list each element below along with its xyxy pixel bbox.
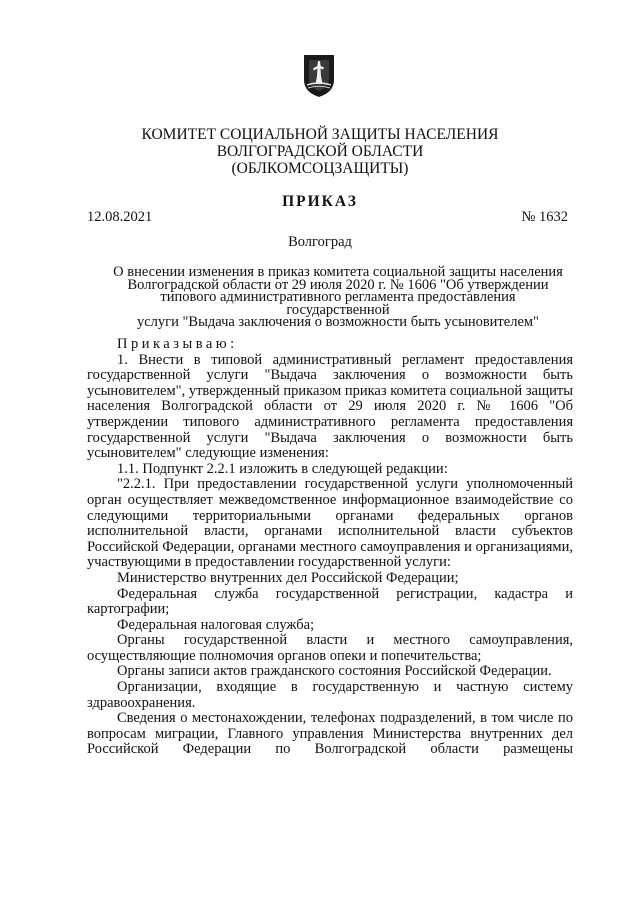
organization-name xyxy=(0,126,640,177)
subject-line: О внесении изменения в приказ комитета социальной защиты населения xyxy=(113,264,563,280)
paragraph: Организации, входящие в государственную и частную систему здравоохранения. xyxy=(87,679,573,711)
organization-region-line: ВОЛГОГРАДСКОЙ ОБЛАСТИ xyxy=(216,143,424,160)
paragraph: Сведения о местонахождении, телефонах подразделений, в том числе по вопросам миграции, Главного управления Министерства внутренних дел Российской Федерации по Волгоградской области размещены xyxy=(87,710,573,758)
organization-name-line: КОМИТЕТ СОЦИАЛЬНОЙ ЗАЩИТЫ НАСЕЛЕНИЯ xyxy=(141,126,499,143)
paragraph: Органы государственной власти и местного самоуправления, осуществляющие полномочия органов опеки и попечительства; xyxy=(87,632,573,664)
directive-heading: Приказываю: xyxy=(117,336,238,352)
organization-abbreviation-line: (ОБЛКОМСОЦЗАЩИТЫ) xyxy=(231,160,409,177)
document-city: Волгоград xyxy=(288,234,352,250)
document-type-title: ПРИКАЗ xyxy=(282,193,358,210)
paragraph: Федеральная служба государственной регистрации, кадастра и картографии; xyxy=(87,585,573,618)
volgograd-coat-of-arms-icon xyxy=(301,52,337,98)
paragraph: 1. Внести в типовой административный регламент предоставления государственной услуги "Выдача заключения о возможности быть усыновителем", утвержденный приказом приказ комитета социальной защиты населения Волгоградской области от 29 июля 2020 г. № 1606 "Об утверждении типового административного регламента предоставления государственной услуги "Выдача заключения о возможности быть усыновителем" следующие изменения: xyxy=(87,351,573,462)
paragraph: 1.1. Подпункт 2.2.1 изложить в следующей редакции: xyxy=(117,460,448,477)
paragraph: Министерство внутренних дел Российской Федерации; xyxy=(117,569,459,586)
subject-line: типового административного регламента предоставления государственной xyxy=(160,289,516,318)
paragraph: Федеральная налоговая служба; xyxy=(117,616,315,633)
subject-line: Волгоградской области от 29 июля 2020 г. № 1606 "Об утверждении xyxy=(127,276,549,293)
subject-line: услуги "Выдача заключения о возможности быть усыновителем" xyxy=(137,314,539,330)
paragraph: "2.2.1. При предоставлении государственной услуги уполномоченный орган осуществляет межведомственное информационное взаимодействие со следующими территориальными органами федеральных органов исполнительной власти, органами исполнительной власти субъектов Российской Федерации, органами местного самоуправления и организациями, участвующими в предоставлении государственной услуги: xyxy=(87,476,573,571)
document-body xyxy=(87,337,573,758)
paragraph: Органы записи актов гражданского состояния Российской Федерации. xyxy=(117,663,552,680)
document-number: № 1632 xyxy=(521,209,568,225)
document-subject xyxy=(110,266,566,329)
document-date: 12.08.2021 xyxy=(87,209,153,225)
